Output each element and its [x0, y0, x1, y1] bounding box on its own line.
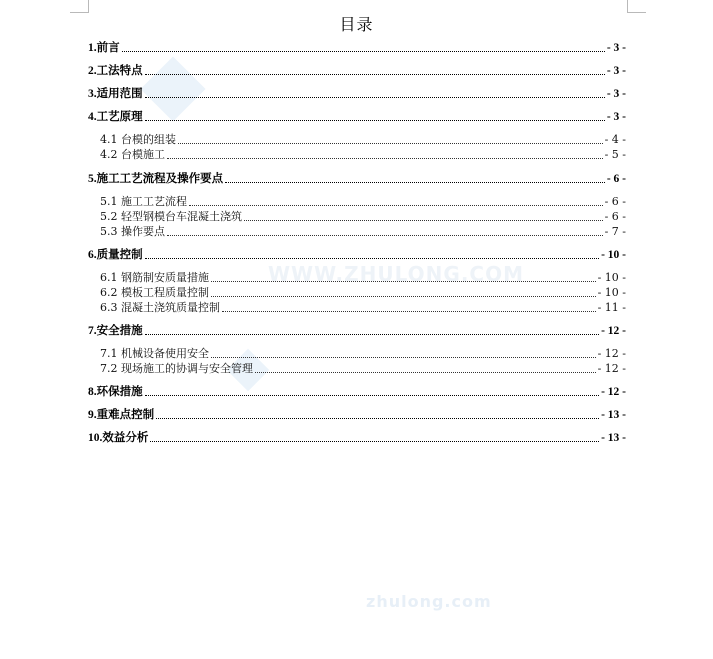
toc-page-number: - 13 -: [601, 409, 626, 421]
toc-page-number: - 12 -: [597, 347, 626, 360]
toc-entry-label: 1.前言: [88, 42, 120, 54]
toc-entry-label: 4.2 台模施工: [100, 148, 165, 161]
toc-dot-leader: [145, 74, 605, 75]
toc-page-number: - 6 -: [606, 173, 626, 185]
toc-dot-leader: [167, 158, 603, 159]
toc-dot-leader: [211, 296, 596, 297]
toc-page-number: - 11 -: [597, 301, 626, 314]
toc-page-number: - 13 -: [601, 432, 626, 444]
toc-entry-label: 3.适用范围: [88, 88, 143, 100]
toc-dot-leader: [145, 334, 599, 335]
toc-page-number: - 6 -: [604, 210, 626, 223]
toc-dot-leader: [225, 182, 605, 183]
watermark-banner: WWW.ZHULONG.COM: [268, 262, 524, 286]
toc-entry-label: 7.安全措施: [88, 325, 143, 337]
toc-dot-leader: [167, 235, 603, 236]
toc-page-number: - 12 -: [601, 386, 626, 398]
toc-dot-leader: [244, 220, 603, 221]
toc-entry-label: 4.工艺原理: [88, 111, 143, 123]
toc-entry-label: 5.2 轻型钢模台车混凝土浇筑: [100, 210, 242, 223]
toc-subentry[interactable]: [88, 224, 626, 239]
toc-page-number: - 5 -: [604, 148, 626, 161]
toc-page-number: - 3 -: [606, 42, 626, 54]
toc-page-number: - 10 -: [601, 249, 626, 261]
toc-subentry[interactable]: [88, 194, 626, 209]
toc-page-number: - 3 -: [606, 88, 626, 100]
toc-entry[interactable]: [88, 63, 626, 78]
toc-dot-leader: [156, 418, 599, 419]
toc-page-number: - 10 -: [597, 286, 626, 299]
toc-dot-leader: [211, 281, 596, 282]
toc-entry-label: 7.2 现场施工的协调与安全管理: [100, 362, 253, 375]
toc-subentry[interactable]: [88, 285, 626, 300]
table-of-contents: [88, 40, 626, 445]
toc-entry[interactable]: [88, 171, 626, 186]
toc-entry-label: 7.1 机械设备使用安全: [100, 347, 209, 360]
toc-dot-leader: [255, 372, 596, 373]
toc-entry-label: 5.1 施工工艺流程: [100, 195, 187, 208]
toc-entry[interactable]: [88, 384, 626, 399]
toc-page-number: - 10 -: [597, 271, 626, 284]
toc-entry[interactable]: [88, 407, 626, 422]
toc-subentry[interactable]: [88, 147, 626, 162]
toc-entry-label: 6.1 钢筋制安质量措施: [100, 271, 209, 284]
toc-page-number: - 6 -: [604, 195, 626, 208]
toc-subentry[interactable]: [88, 209, 626, 224]
toc-entry[interactable]: [88, 430, 626, 445]
toc-page-number: - 7 -: [604, 225, 626, 238]
toc-entry-label: 2.工法特点: [88, 65, 143, 77]
toc-entry[interactable]: [88, 109, 626, 124]
toc-entry-label: 9.重难点控制: [88, 409, 155, 421]
toc-entry-label: 6.2 模板工程质量控制: [100, 286, 209, 299]
toc-entry-label: 6.质量控制: [88, 249, 143, 261]
toc-subentry[interactable]: [88, 270, 626, 285]
toc-dot-leader: [211, 357, 596, 358]
toc-dot-leader: [145, 258, 599, 259]
toc-dot-leader: [178, 143, 603, 144]
toc-entry-label: 4.1 台模的组装: [100, 133, 176, 146]
toc-dot-leader: [145, 395, 599, 396]
toc-entry-label: 10.效益分析: [88, 432, 149, 444]
toc-entry-label: 5.3 操作要点: [100, 225, 165, 238]
toc-subentry[interactable]: [88, 346, 626, 361]
toc-dot-leader: [150, 441, 599, 442]
toc-page-number: - 3 -: [606, 111, 626, 123]
toc-dot-leader: [122, 51, 605, 52]
watermark-site: zhulong.com: [366, 592, 492, 611]
toc-dot-leader: [145, 97, 605, 98]
toc-subentry[interactable]: [88, 361, 626, 376]
toc-dot-leader: [145, 120, 605, 121]
toc-page-number: - 12 -: [597, 362, 626, 375]
toc-page-number: - 3 -: [606, 65, 626, 77]
toc-subentry[interactable]: [88, 132, 626, 147]
toc-entry-label: 5.施工工艺流程及操作要点: [88, 173, 224, 185]
toc-entry[interactable]: [88, 86, 626, 101]
toc-entry[interactable]: [88, 323, 626, 338]
toc-page-number: - 4 -: [604, 133, 626, 146]
toc-dot-leader: [222, 311, 596, 312]
toc-entry[interactable]: [88, 247, 626, 262]
toc-page-number: - 12 -: [601, 325, 626, 337]
toc-entry-label: 8.环保措施: [88, 386, 143, 398]
toc-entry[interactable]: [88, 40, 626, 55]
toc-title: 目录: [339, 15, 374, 34]
toc-dot-leader: [189, 205, 603, 206]
toc-entry-label: 6.3 混凝土浇筑质量控制: [100, 301, 220, 314]
toc-subentry[interactable]: [88, 300, 626, 315]
